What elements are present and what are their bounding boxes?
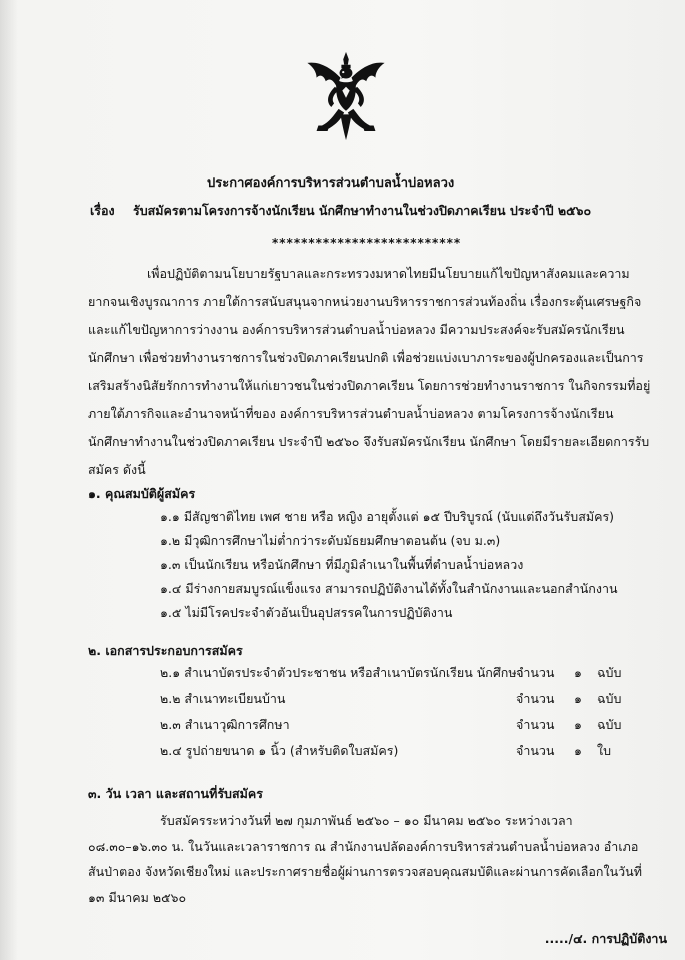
document-qty: ๑ bbox=[574, 691, 582, 706]
document-unit: ฉบับ bbox=[597, 691, 622, 706]
document-qty: ๑ bbox=[574, 717, 582, 732]
section2-heading: ๒. เอกสารประกอบการสมัคร bbox=[88, 643, 243, 658]
document-label: ๒.๑ สำเนาบัตรประจำตัวประชาชน หรือสำเนาบัตรนักเรียน นักศึกษา bbox=[160, 665, 524, 680]
qualification-item: ๑.๒ มีวุฒิการศึกษาไม่ต่ำกว่าระดับมัธยมศึกษาตอนต้น (จบ ม.๓) bbox=[160, 533, 501, 548]
document-qty-label: จำนวน bbox=[516, 743, 555, 758]
garuda-emblem-icon bbox=[300, 50, 392, 142]
document-unit: ฉบับ bbox=[597, 665, 622, 680]
schedule-line: ๐๘.๓๐–๑๖.๓๐ น. ในวันและเวลาราชการ ณ สำนักงานปลัดองค์การบริหารส่วนตำบลน้ำบ่อหลวง อำเภอ bbox=[88, 839, 639, 854]
document-unit: ใบ bbox=[597, 743, 612, 758]
separator-stars: ************************** bbox=[272, 236, 462, 250]
section3-heading: ๓. วัน เวลา และสถานที่รับสมัคร bbox=[88, 786, 263, 801]
document-qty: ๑ bbox=[574, 665, 582, 680]
document-title: ประกาศองค์การบริหารส่วนตำบลน้ำบ่อหลวง bbox=[207, 176, 455, 191]
qualification-item: ๑.๔ มีร่างกายสมบูรณ์แข็งแรง สามารถปฏิบัติงานได้ทั้งในสำนักงานและนอกสำนักงาน bbox=[160, 581, 618, 596]
document-unit: ฉบับ bbox=[597, 717, 622, 732]
document-qty-label: จำนวน bbox=[516, 691, 555, 706]
document-label: ๒.๒ สำเนาทะเบียนบ้าน bbox=[160, 691, 286, 706]
subject-text: รับสมัครตามโครงการจ้างนักเรียน นักศึกษาทำงานในช่วงปิดภาคเรียน ประจำปี ๒๕๖๐ bbox=[133, 203, 592, 218]
document-qty-label: จำนวน bbox=[516, 665, 555, 680]
intro-line: นักศึกษาทำงานในช่วงปิดภาคเรียน ประจำปี ๒๕๖๐ จึงรับสมัครนักเรียน นักศึกษา โดยมีรายละเอียดการรับ bbox=[88, 434, 650, 449]
intro-line: และแก้ไขปัญหาการว่างงาน องค์การบริหารส่วนตำบลน้ำบ่อหลวง มีความประสงค์จะรับสมัครนักเรียน bbox=[88, 322, 625, 337]
schedule-line: ๑๓ มีนาคม ๒๕๖๐ bbox=[88, 890, 187, 905]
subject-label: เรื่อง bbox=[90, 203, 115, 218]
continuation-note: ...../๔. การปฏิบัติงาน bbox=[544, 931, 667, 946]
intro-line: ภายใต้ภารกิจและอำนาจหน้าที่ของ องค์การบริหารส่วนตำบลน้ำบ่อหลวง ตามโครงการจ้างนักเรียน bbox=[88, 406, 614, 421]
intro-line: นักศึกษา เพื่อช่วยทำงานราชการในช่วงปิดภาคเรียนปกติ เพื่อช่วยแบ่งเบาภาระของผู้ปกครองและเป็นการ bbox=[88, 350, 644, 365]
intro-line: เสริมสร้างนิสัยรักการทำงานให้แก่เยาวชนในช่วงปิดภาคเรียน โดยการช่วยทำงานราชการ ในกิจกรรมที่อยู่ bbox=[88, 378, 651, 393]
intro-line: เพื่อปฏิบัติตามนโยบายรัฐบาลและกระทรวงมหาดไทยมีนโยบายแก้ไขปัญหาสังคมและความ bbox=[147, 266, 630, 281]
qualification-item: ๑.๑ มีสัญชาติไทย เพศ ชาย หรือ หญิง อายุตั้งแต่ ๑๕ ปีบริบูรณ์ (นับแต่ถึงวันรับสมัคร) bbox=[160, 509, 615, 524]
qualification-item: ๑.๕ ไม่มีโรคประจำตัวอันเป็นอุปสรรคในการปฏิบัติงาน bbox=[160, 605, 453, 620]
document-qty-label: จำนวน bbox=[516, 717, 555, 732]
intro-line: สมัคร ดังนี้ bbox=[88, 462, 146, 477]
qualification-item: ๑.๓ เป็นนักเรียน หรือนักศึกษา ที่มีภูมิลำเนาในพื้นที่ตำบลน้ำบ่อหลวง bbox=[160, 557, 524, 572]
section1-heading: ๑. คุณสมบัติผู้สมัคร bbox=[88, 486, 196, 501]
schedule-line: สันป่าตอง จังหวัดเชียงใหม่ และประกาศรายชื่อผู้ผ่านการตรวจสอบคุณสมบัติและผ่านการคัดเลือกในวันที่ bbox=[88, 864, 642, 879]
document-label: ๒.๓ สำเนาวุฒิการศึกษา bbox=[160, 717, 290, 732]
intro-line: ยากจนเชิงบูรณาการ ภายใต้การสนับสนุนจากหน่วยงานบริหารราชการส่วนท้องถิ่น เรื่องกระตุ้นเศรษฐกิจ bbox=[88, 294, 642, 309]
document-label: ๒.๔ รูปถ่ายขนาด ๑ นิ้ว (สำหรับติดใบสมัคร) bbox=[160, 743, 399, 758]
schedule-line: รับสมัครระหว่างวันที่ ๒๗ กุมภาพันธ์ ๒๕๖๐ – ๑๐ มีนาคม ๒๕๖๐ ระหว่างเวลา bbox=[160, 813, 573, 828]
document-qty: ๑ bbox=[574, 743, 582, 758]
